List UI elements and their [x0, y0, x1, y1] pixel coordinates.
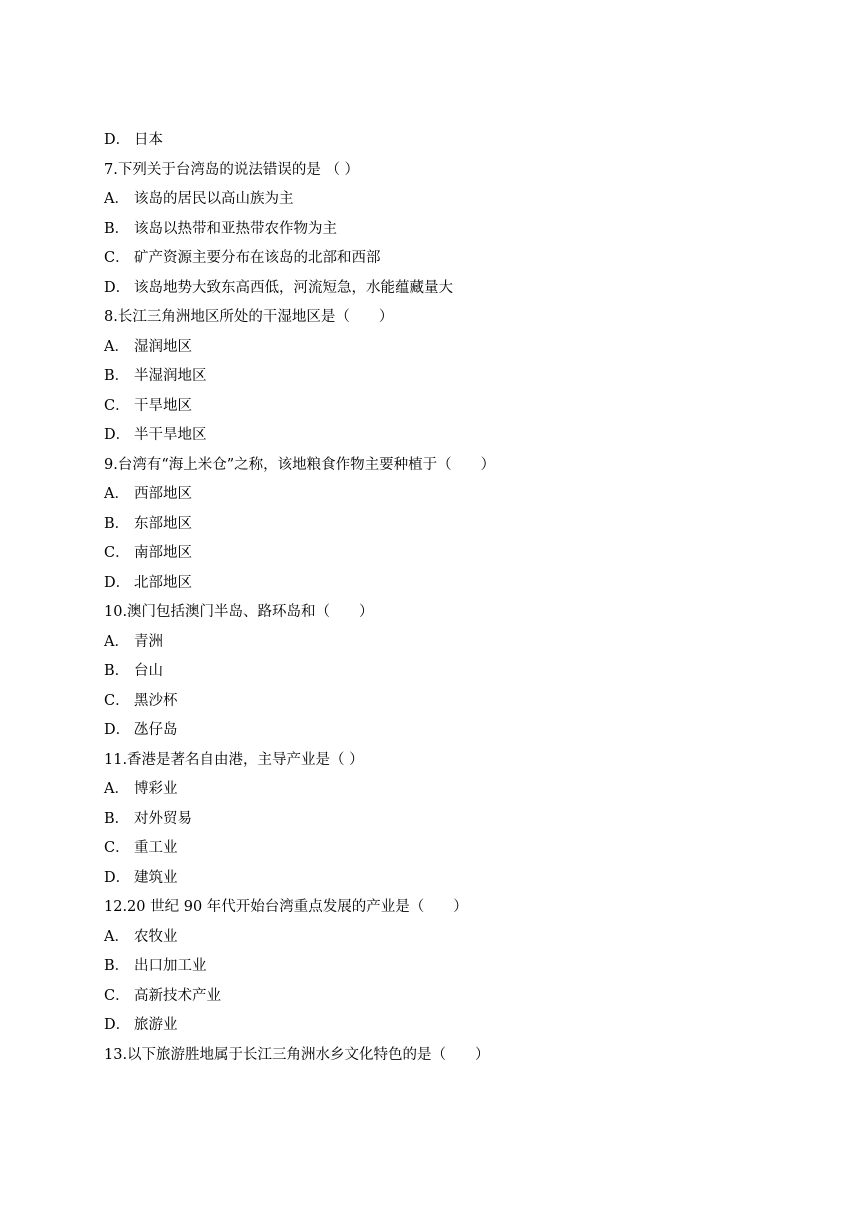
option-item	[104, 362, 784, 392]
option-text: 农牧业	[134, 928, 178, 945]
option-item	[104, 480, 784, 510]
option-item	[104, 775, 784, 805]
option-text: 半湿润地区	[134, 368, 207, 384]
option-item	[104, 952, 784, 982]
option-text: 出口加工业	[134, 958, 207, 974]
option-letter: A．	[104, 486, 129, 502]
option-text: 建筑业	[134, 869, 178, 886]
option-text: 南部地区	[134, 545, 192, 561]
option-item	[104, 716, 784, 746]
option-item	[104, 982, 784, 1012]
option-text: 该岛的居民以高山族为主	[134, 191, 294, 207]
option-letter: C．	[104, 987, 130, 1004]
option-item	[104, 539, 784, 569]
option-item	[104, 834, 784, 864]
option-text: 东部地区	[134, 515, 192, 532]
option-item	[104, 628, 784, 658]
option-text: 黑沙杯	[134, 692, 178, 709]
option-letter: C．	[104, 397, 130, 414]
option-text: 该岛地势大致东高西低，河流短急，水能蕴藏量大	[134, 279, 453, 296]
option-text: 博彩业	[134, 781, 178, 797]
option-text: 日本	[134, 132, 163, 148]
option-text: 该岛以热带和亚热带农作物为主	[134, 220, 337, 237]
option-letter: C．	[104, 545, 130, 561]
option-letter: D．	[104, 427, 131, 443]
question-list	[104, 126, 784, 1070]
option-item	[104, 510, 784, 540]
option-text: 氹仔岛	[134, 722, 178, 738]
question-7	[104, 156, 784, 304]
option-item	[104, 805, 784, 835]
option-text: 北部地区	[134, 574, 192, 591]
question-stem: 8.长江三角洲地区所处的干湿地区是（ ）	[104, 309, 394, 325]
option-text: 湿润地区	[134, 338, 192, 355]
question-stem: 11.香港是著名自由港，主导产业是（ ）	[104, 751, 364, 768]
option-item	[104, 864, 784, 894]
option-item	[104, 421, 784, 451]
question-stem: 13.以下旅游胜地属于长江三角洲水乡文化特色的是（ ）	[104, 1046, 490, 1063]
option-letter: A．	[104, 191, 129, 207]
question-stem: 7.下列关于台湾岛的说法错误的是 （ ）	[104, 161, 360, 178]
option-text: 青洲	[134, 633, 163, 650]
option-item	[104, 923, 784, 953]
option-letter: D．	[104, 722, 131, 738]
option-text: 旅游业	[134, 1017, 178, 1033]
option-letter: B．	[104, 810, 130, 827]
option-text: 西部地区	[134, 486, 192, 502]
option-letter: D．	[104, 869, 131, 886]
question-stem: 12.20 世纪 90 年代开始台湾重点发展的产业是（ ）	[104, 899, 468, 915]
option-item	[104, 333, 784, 363]
option-text: 半干旱地区	[134, 427, 207, 443]
question-13	[104, 1041, 784, 1071]
question-stem: 10.澳门包括澳门半岛、路环岛和（ ）	[104, 604, 374, 620]
option-letter: C．	[104, 840, 130, 856]
option-item	[104, 215, 784, 245]
question-10	[104, 598, 784, 746]
option-item	[104, 392, 784, 422]
option-item	[104, 126, 784, 156]
option-item	[104, 274, 784, 304]
option-letter: B．	[104, 663, 130, 679]
option-text: 干旱地区	[134, 397, 192, 414]
option-letter: B．	[104, 220, 130, 237]
option-letter: C．	[104, 692, 130, 709]
option-text: 重工业	[134, 840, 178, 856]
option-letter: C．	[104, 250, 130, 266]
option-letter: A．	[104, 338, 129, 355]
option-letter: A．	[104, 928, 129, 945]
option-letter: D．	[104, 132, 131, 148]
option-item	[104, 657, 784, 687]
option-letter: B．	[104, 958, 130, 974]
option-text: 台山	[134, 663, 163, 679]
option-item	[104, 185, 784, 215]
question-8	[104, 303, 784, 451]
option-item	[104, 244, 784, 274]
option-letter: A．	[104, 781, 129, 797]
option-letter: B．	[104, 368, 130, 384]
option-text: 高新技术产业	[134, 987, 221, 1004]
option-letter: B．	[104, 515, 130, 532]
option-item	[104, 569, 784, 599]
option-item	[104, 1011, 784, 1041]
option-text: 矿产资源主要分布在该岛的北部和西部	[134, 250, 381, 266]
option-letter: D．	[104, 574, 131, 591]
option-letter: D．	[104, 1017, 131, 1033]
question-stem: 9.台湾有“海上米仓”之称，该地粮食作物主要种植于（ ）	[104, 456, 496, 473]
question-12	[104, 893, 784, 1041]
option-text: 对外贸易	[134, 810, 192, 827]
question-9	[104, 451, 784, 599]
option-letter: D．	[104, 279, 131, 296]
option-item	[104, 687, 784, 717]
option-letter: A．	[104, 633, 129, 650]
question-11	[104, 746, 784, 894]
